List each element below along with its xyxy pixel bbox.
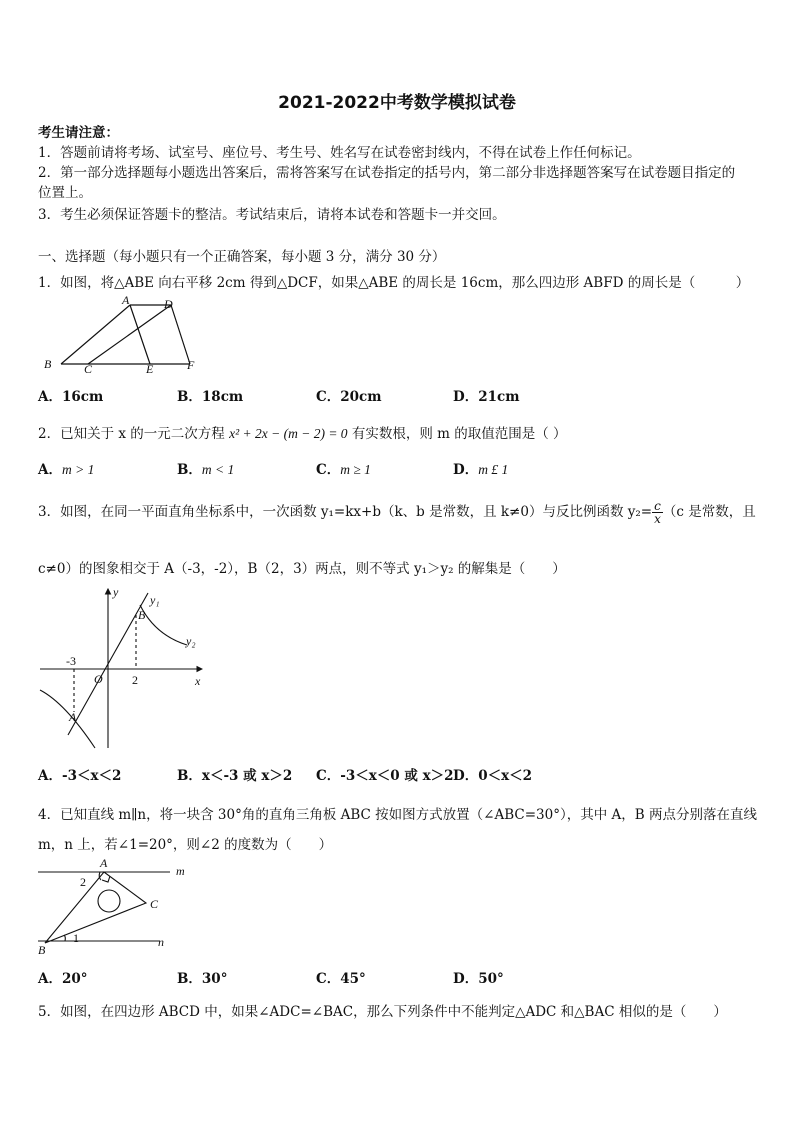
q1-label-C: C	[84, 362, 93, 376]
q4-option-d: D．50°	[453, 971, 504, 987]
notice-item-2-cont: 位置上。	[38, 185, 92, 201]
q2-option-b-math: m < 1	[201, 462, 235, 477]
q1-label-D: D	[164, 297, 173, 311]
q1-option-c: C．20cm	[316, 389, 382, 405]
q4-option-a: A．20°	[38, 971, 88, 987]
q1-label-F: F	[187, 358, 195, 372]
q2-option-d: D．	[453, 462, 479, 478]
q3-option-d: D．0＜x＜2	[453, 768, 533, 784]
q3-label-x: x	[195, 674, 201, 688]
q3-label-B: B	[138, 608, 146, 622]
q4-label-A: A	[100, 856, 108, 870]
q2-option-c: C．	[316, 462, 341, 478]
q1-label-A: A	[122, 293, 130, 307]
q1-option-b: B．18cm	[177, 389, 244, 405]
q3-option-b: B．x＜-3 或 x＞2	[177, 768, 293, 784]
q1-label-E: E	[146, 362, 154, 376]
q3-option-c: C．-3＜x＜0 或 x＞2	[316, 768, 454, 784]
q4-label-2: 2	[80, 875, 86, 889]
q4-label-m: m	[176, 864, 185, 878]
question-3-line2: c≠0）的图象相交于 A（-3，-2），B（2，3）两点，则不等式 y₁＞y₂ 的解集是（ ）	[38, 561, 566, 577]
question-2-equation: x² + 2x − (m − 2) = 0	[229, 426, 348, 441]
question-4-line2: m，n 上，若∠1=20°，则∠2 的度数为（ ）	[38, 837, 333, 853]
q2-option-b: B．	[177, 462, 202, 478]
q4-label-1: 1	[73, 931, 79, 945]
q4-label-n: n	[158, 935, 164, 949]
q3-label-O: O	[94, 672, 103, 686]
q3-label-y1: y₁	[150, 593, 160, 607]
question-4-figure	[38, 855, 185, 957]
q3-fraction	[652, 500, 663, 525]
section-heading: 一、选择题（每小题只有一个正确答案，每小题 3 分，满分 30 分）	[38, 249, 446, 265]
notice-item-3: 3．考生必须保证答题卡的整洁。考试结束后，请将本试卷和答题卡一并交回。	[38, 207, 506, 223]
q4-label-C: C	[150, 897, 159, 911]
question-2-prefix: 2．已知关于 x 的一元二次方程	[38, 426, 225, 442]
q3-label-minus3: -3	[66, 654, 76, 668]
notice-heading: 考生请注意：	[38, 125, 119, 141]
q3-label-y2: y₂	[186, 634, 196, 648]
question-4-line1: 4．已知直线 m∥n，将一块含 30°角的直角三角板 ABC 按如图方式放置（∠ABC=30°），其中 A，B 两点分别落在直线	[38, 807, 757, 823]
q1-option-d: D．21cm	[453, 389, 520, 405]
q3-fraction-num: c	[654, 499, 661, 513]
question-1-text: 1．如图，将△ABE 向右平移 2cm 得到△DCF，如果△ABE 的周长是 16cm，那么四边形 ABFD 的周长是（ ）	[38, 275, 750, 291]
q4-option-c: C．45°	[316, 971, 366, 987]
question-3-line1-a: 3．如图，在同一平面直角坐标系中，一次函数 y₁=kx+b（k、b 是常数，且 k≠0）与反比例函数 y₂=	[38, 504, 653, 520]
question-5-text: 5．如图，在四边形 ABCD 中，如果∠ADC=∠BAC，那么下列条件中不能判定△ADC 和△BAC 相似的是（ ）	[38, 1004, 727, 1020]
q2-option-d-math: m £ 1	[478, 462, 509, 477]
q2-option-c-math: m ≥ 1	[340, 462, 371, 477]
notice-item-2: 2．第一部分选择题每小题选出答案后，需将答案写在试卷指定的括号内，第二部分非选择题答案写在试卷题目指定的	[38, 165, 736, 181]
page-title: 2021-2022中考数学模拟试卷	[278, 93, 516, 113]
q1-option-a: A．16cm	[38, 389, 104, 405]
question-1-figure	[40, 295, 200, 375]
q3-option-a: A．-3＜x＜2	[38, 768, 122, 784]
q2-option-a: A．	[38, 462, 62, 478]
q3-label-2: 2	[132, 673, 138, 687]
notice-item-1: 1．答题前请将考场、试室号、座位号、考生号、姓名写在试卷密封线内，不得在试卷上作任何标记。	[38, 145, 641, 161]
question-2-suffix: 有实数根，则 m 的取值范围是（ ）	[351, 426, 567, 442]
q4-label-B: B	[38, 943, 46, 957]
question-3-line1-b: （c 是常数，且	[662, 504, 756, 520]
q3-fraction-den: x	[654, 512, 661, 526]
q1-label-B: B	[44, 357, 52, 371]
question-3-figure	[40, 585, 210, 750]
q2-option-a-math: m > 1	[61, 462, 95, 477]
q3-label-y: y	[113, 585, 119, 599]
q4-option-b: B．30°	[177, 971, 228, 987]
q3-label-A: A	[69, 710, 77, 724]
